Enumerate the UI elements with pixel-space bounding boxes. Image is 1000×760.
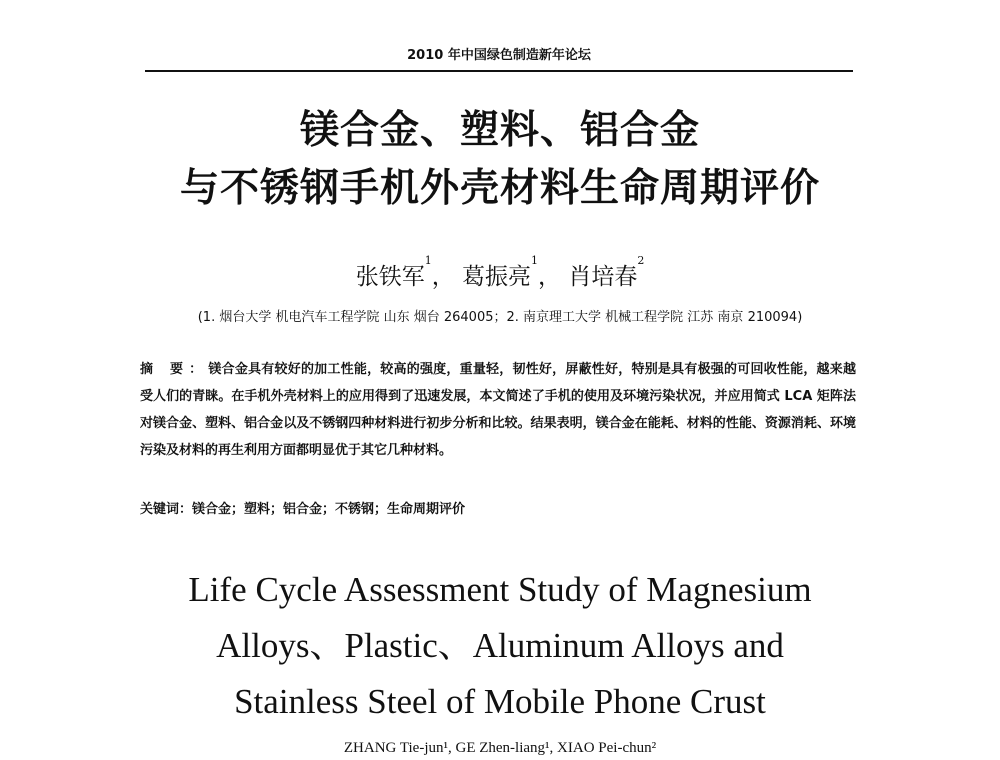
keywords: [140, 498, 856, 517]
author-list: [100, 254, 900, 291]
running-header: 2010 年中国绿色制造新年论坛: [407, 48, 591, 63]
english-title: [80, 562, 920, 730]
english-title-line-2: Alloys、Plastic、Aluminum Alloys and: [216, 626, 784, 665]
title-line-2: 与不锈钢手机外壳材料生命周期评价: [179, 166, 820, 211]
author-separator: ，: [538, 264, 561, 290]
keywords-text: 镁合金；塑料；铝合金；不锈钢；生命周期评价: [192, 502, 466, 517]
author-affiliation-mark: 1: [424, 254, 432, 267]
english-author-list: ZHANG Tie-jun¹, GE Zhen-liang¹, XIAO Pei-chun²: [343, 740, 657, 756]
abstract-label: 摘 要：: [140, 362, 209, 377]
abstract: [140, 356, 856, 464]
author-affiliation-mark: 2: [637, 254, 645, 267]
keywords-label: 关键词：: [140, 502, 193, 517]
author-name: 张铁军: [355, 264, 425, 290]
author-separator: ，: [431, 264, 455, 290]
author-name: 葛振亮: [462, 264, 531, 290]
affiliation: (1. 烟台大学 机电汽车工程学院 山东 烟台 264005；2. 南京理工大学 机械工程学院 江苏 南京 210094): [197, 310, 803, 325]
header-divider: [145, 70, 853, 72]
title-line-1: 镁合金、塑料、铝合金: [299, 108, 700, 153]
english-title-line-3: Stainless Steel of Mobile Phone Crust: [234, 682, 766, 721]
english-title-line-1: Life Cycle Assessment Study of Magnesium: [188, 570, 812, 609]
paper-title: [100, 102, 900, 218]
abstract-text: 镁合金具有较好的加工性能，较高的强度，重量轻，韧性好，屏蔽性好，特别是具有极强的可回收性能，越来越受人们的青睐。在手机外壳材料上的应用得到了迅速发展，本文简述了手机的使用及环境污染状况，并应用简式 LCA 矩阵法对镁合金、塑料、铝合金以及不锈钢四种材料进行初步分析和比较。结果表明，镁合金在能耗、材料的性能、资源消耗、环境污染及材料的再生利用方面都明显优于其它几种材料。: [140, 362, 856, 458]
author-name: 肖培春: [568, 264, 638, 290]
author-affiliation-mark: 1: [531, 254, 538, 267]
